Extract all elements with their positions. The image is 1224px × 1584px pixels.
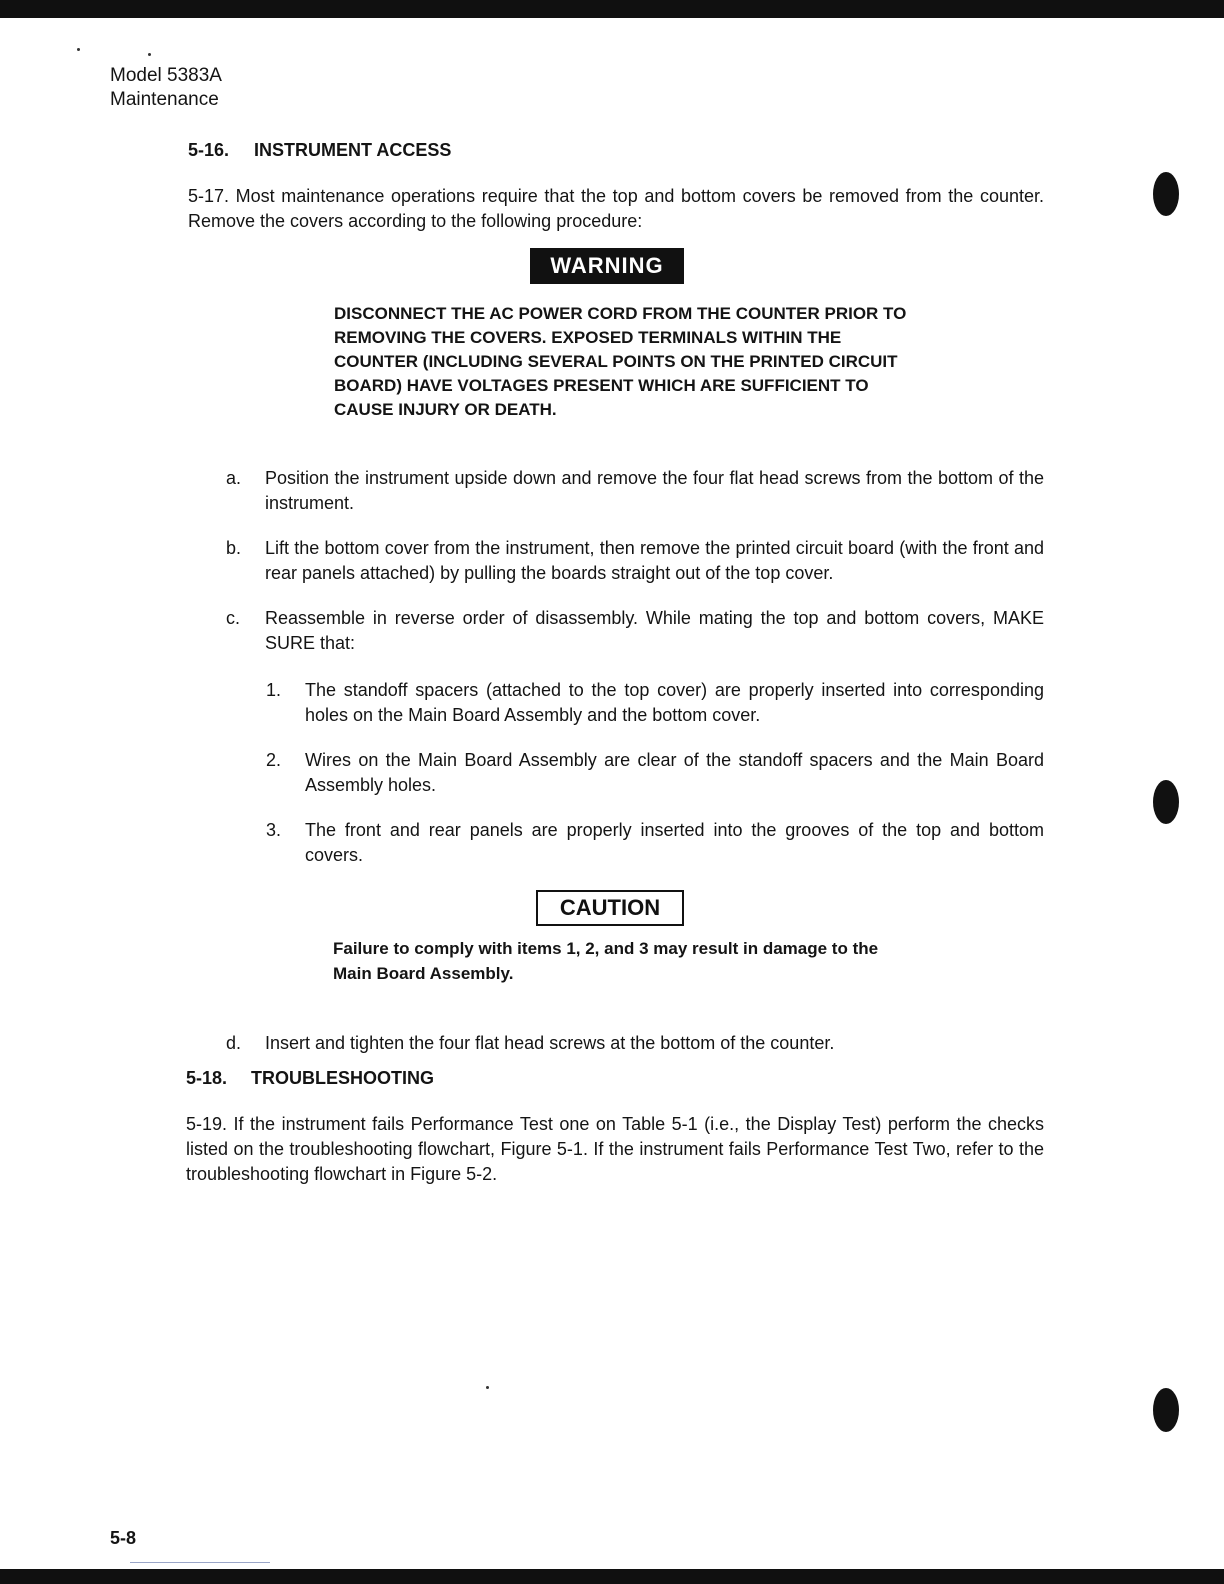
step-b	[226, 536, 1044, 586]
step-text: Reassemble in reverse order of disassembly. While mating the top and bottom covers, MAKE SURE that:	[265, 608, 1044, 653]
paragraph-5-19: 5-19. If the instrument fails Performance Test one on Table 5-1 (i.e., the Display Test) perform the checks listed on the troubleshooting flowchart, Figure 5-1. If the instrument fails Performance Test Two, refer to the troubleshooting flowchart in Figure 5-2.	[186, 1114, 1044, 1184]
step-d	[226, 1031, 1044, 1056]
substep-label: 1.	[266, 680, 282, 700]
bottom-scan-border	[0, 1569, 1224, 1584]
substep-2	[266, 748, 1044, 798]
substep-label: 2.	[266, 750, 282, 770]
step-text: Position the instrument upside down and remove the four flat head screws from the bottom of the instrument.	[265, 468, 1044, 513]
step-c	[226, 606, 1044, 656]
paragraph-5-17: 5-17. Most maintenance operations require that the top and bottom covers be removed from the counter. Remove the covers according to the following procedure:	[188, 186, 1044, 231]
substep-1	[266, 678, 1044, 728]
footer-rule	[130, 1562, 270, 1563]
section-title-troubleshooting: TROUBLESHOOTING	[251, 1068, 434, 1088]
header-section: Maintenance	[110, 89, 219, 110]
binder-hole-mark	[1153, 780, 1179, 824]
step-label: c.	[226, 608, 241, 628]
top-scan-border	[0, 0, 1224, 18]
warning-text: DISCONNECT THE AC POWER CORD FROM THE COUNTER PRIOR TO REMOVING THE COVERS. EXPOSED TERMINALS WITHIN THE COUNTER (INCLUDING SEVERAL POINTS ON THE PRINTED CIRCUIT BOARD) HAVE VOLTAGES PRESENT WHICH ARE SUFFICIENT TO CAUSE INJURY OR DEATH.	[334, 304, 907, 419]
substep-text: Wires on the Main Board Assembly are clear of the standoff spacers and the Main Board Assembly holes.	[305, 750, 1044, 795]
section-title-instrument-access: INSTRUMENT ACCESS	[254, 140, 452, 160]
step-text: Insert and tighten the four flat head screws at the bottom of the counter.	[265, 1033, 835, 1053]
step-label: b.	[226, 538, 242, 558]
section-number-5-18: 5-18.	[186, 1068, 228, 1088]
warning-label: WARNING	[530, 248, 684, 284]
binder-hole-mark	[1153, 172, 1179, 216]
caution-label: CAUTION	[536, 890, 684, 926]
step-text: Lift the bottom cover from the instrument, then remove the printed circuit board (with the front and rear panels attached) by pulling the boards straight out of the top cover.	[265, 538, 1044, 583]
speck	[77, 48, 80, 51]
section-number-5-16: 5-16.	[188, 140, 230, 160]
speck	[486, 1386, 489, 1389]
substep-text: The front and rear panels are properly inserted into the grooves of the top and bottom covers.	[305, 820, 1044, 865]
speck	[148, 53, 151, 56]
binder-hole-mark	[1153, 1388, 1179, 1432]
step-label: a.	[226, 468, 242, 488]
step-label: d.	[226, 1033, 242, 1053]
page-number: 5-8	[110, 1528, 137, 1548]
caution-text: Failure to comply with items 1, 2, and 3 may result in damage to the Main Board Assembly.	[333, 939, 879, 983]
substep-text: The standoff spacers (attached to the top cover) are properly inserted into corresponding holes on the Main Board Assembly and the bottom cover.	[305, 680, 1044, 725]
substep-3	[266, 818, 1044, 868]
step-a	[226, 466, 1044, 516]
substep-label: 3.	[266, 820, 282, 840]
header-model: Model 5383A	[110, 65, 222, 86]
